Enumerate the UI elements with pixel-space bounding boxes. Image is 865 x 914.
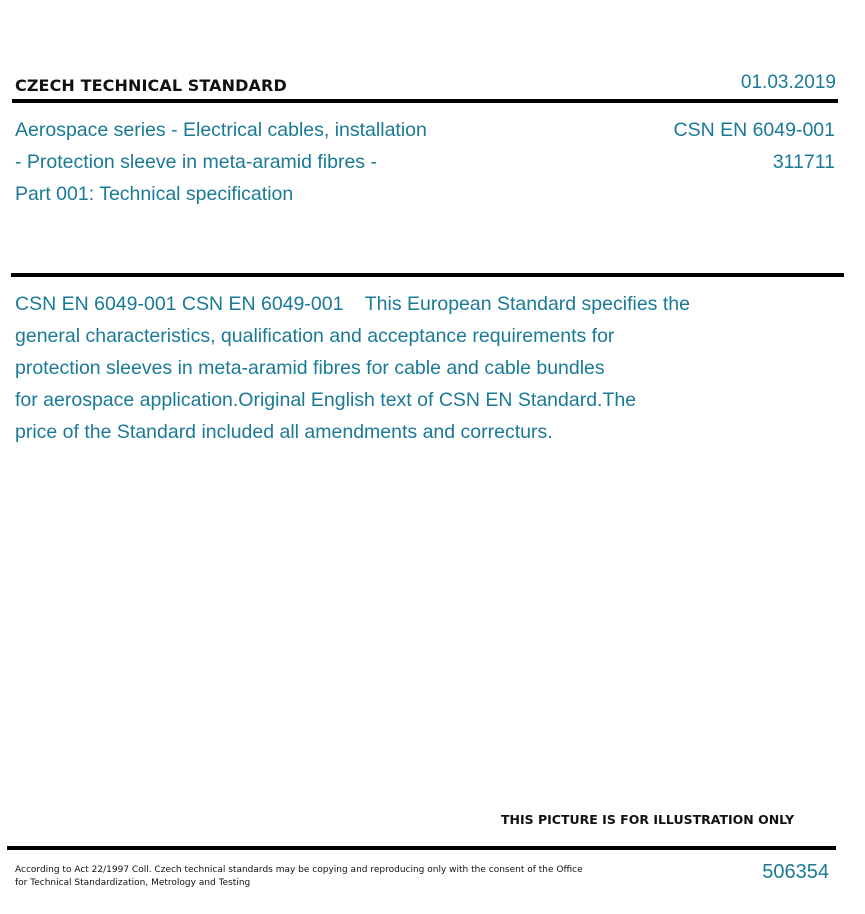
copyright-note [15, 864, 595, 890]
description-line: general characteristics, qualification and acceptance requirements for [15, 325, 615, 347]
standard-code: CSN EN 6049-001 [673, 119, 835, 141]
classification-code: 311711 [772, 151, 835, 173]
section-rule [11, 273, 844, 277]
illustration-disclaimer: THIS PICTURE IS FOR ILLUSTRATION ONLY [501, 812, 795, 827]
copyright-line: for Technical Standardization, Metrology and Testing [15, 878, 251, 888]
document-type-label: CZECH TECHNICAL STANDARD [15, 76, 287, 95]
standard-codes [673, 114, 835, 178]
description-line: protection sleeves in meta-aramid fibres for cable and cable bundles [15, 357, 605, 379]
copyright-line: According to Act 22/1997 Coll. Czech technical standards may be copying and reproducing only with the consent of the Office [15, 865, 583, 875]
title-line: Part 001: Technical specification [15, 183, 294, 205]
header-rule [12, 99, 838, 103]
publication-date: 01.03.2019 [740, 72, 836, 93]
footer-rule [7, 846, 836, 850]
description-line: for aerospace application.Original English text of CSN EN Standard.The [15, 389, 637, 411]
catalog-number: 506354 [762, 861, 829, 883]
title-line: Aerospace series - Electrical cables, installation [15, 119, 427, 141]
description-line: price of the Standard included all amendments and correcturs. [15, 421, 553, 443]
title-line: - Protection sleeve in meta-aramid fibres - [15, 151, 377, 173]
standard-description [15, 288, 775, 448]
standard-title [15, 114, 427, 210]
description-line: CSN EN 6049-001 CSN EN 6049-001 This European Standard specifies the [15, 293, 690, 315]
